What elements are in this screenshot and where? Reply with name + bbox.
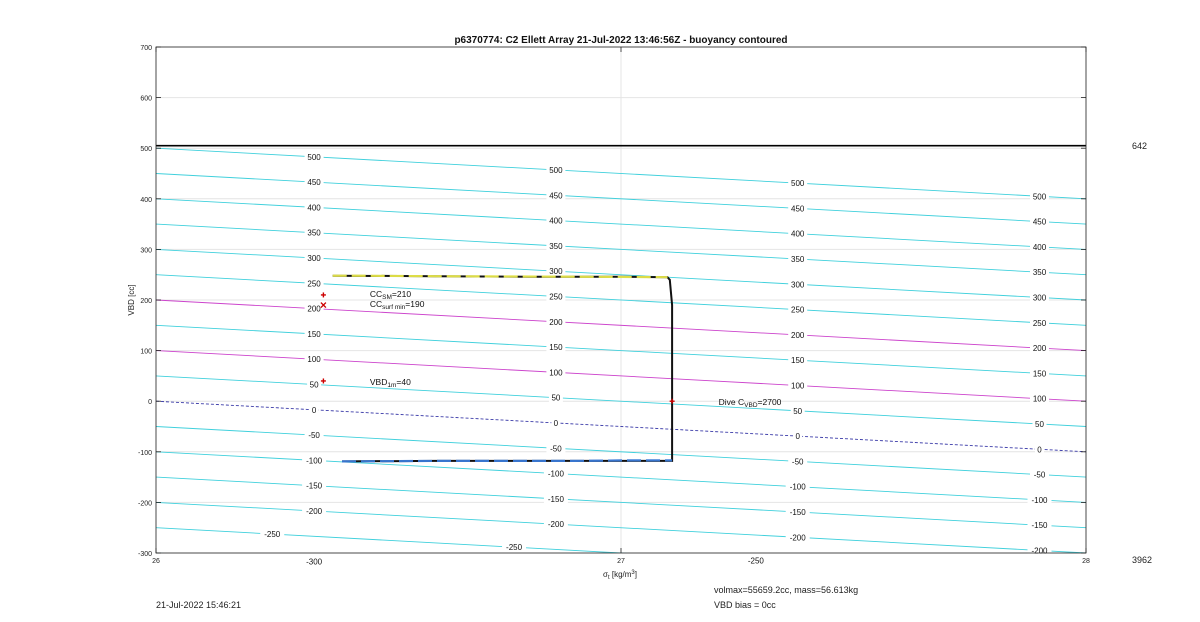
contour-label: -200 bbox=[547, 520, 564, 530]
contour-label: 400 bbox=[791, 229, 805, 239]
contour-label: 450 bbox=[1032, 217, 1047, 227]
marker-vbd1m bbox=[321, 378, 326, 383]
contour-label: 350 bbox=[791, 255, 805, 265]
y-tick-label: 300 bbox=[140, 247, 152, 255]
contour-label: -250 bbox=[264, 530, 281, 540]
contour-label: -200 bbox=[789, 533, 806, 543]
contour-label: -200 bbox=[306, 507, 323, 517]
contour-label: 150 bbox=[1032, 369, 1047, 379]
contour-label: -50 bbox=[791, 457, 804, 467]
x-tick-label: 26 bbox=[152, 558, 160, 565]
contour-label: -100 bbox=[547, 469, 564, 479]
contour-label: -100 bbox=[306, 456, 323, 466]
annotation-divec: Dive $C_{VBD}=2700$ bbox=[718, 397, 782, 410]
contour-label: 100 bbox=[549, 368, 563, 378]
contour-label: 300 bbox=[307, 254, 321, 264]
contour-label: 250 bbox=[1032, 318, 1047, 328]
marker-divec bbox=[670, 399, 675, 404]
contour-label: -50 bbox=[550, 444, 562, 454]
marker-layer bbox=[321, 292, 675, 403]
annotation-ccsm: $CC_{SM}=210$ bbox=[369, 288, 412, 301]
contour-label: -300 bbox=[306, 557, 323, 567]
contour-label: 400 bbox=[1032, 242, 1047, 252]
contour-label: 350 bbox=[307, 228, 321, 238]
y-tick-label: -200 bbox=[137, 500, 152, 508]
contour-label: 150 bbox=[307, 329, 321, 339]
contour-label: 350 bbox=[549, 241, 563, 251]
contour-label: -150 bbox=[547, 494, 564, 504]
annotation-vbd1m: $VBD_{1m}=40$ bbox=[369, 376, 411, 389]
y-tick-label: 700 bbox=[140, 45, 152, 52]
y-tick-label: 0 bbox=[148, 399, 152, 407]
contour-label: -150 bbox=[789, 508, 806, 518]
contour-label: 200 bbox=[791, 330, 805, 340]
marker-ccsm bbox=[321, 292, 326, 297]
chart-title: p6370774: C2 Ellett Array 21-Jul-2022 13:46:56Z - buoyancy contoured bbox=[454, 35, 788, 46]
contour-label: -100 bbox=[789, 482, 806, 492]
contour-label: 150 bbox=[791, 356, 805, 366]
contour-label: 0 bbox=[553, 418, 559, 428]
right-label-bottom: 3962 bbox=[1132, 555, 1153, 565]
contour-label: 0 bbox=[1037, 445, 1042, 455]
y-tick-label: 500 bbox=[140, 146, 152, 154]
x-tick-label: 28 bbox=[1082, 558, 1090, 565]
y-tick-label: -300 bbox=[137, 551, 152, 558]
y-tick-label: -100 bbox=[137, 449, 152, 457]
contour-label: -250 bbox=[747, 556, 764, 566]
contour-label: 450 bbox=[307, 178, 321, 188]
y-tick-label: 100 bbox=[140, 348, 152, 356]
contour-label: 50 bbox=[309, 380, 319, 390]
contour-label: 300 bbox=[549, 267, 563, 277]
contour-label: 250 bbox=[549, 292, 563, 302]
contour-label: -150 bbox=[1031, 521, 1048, 531]
contour-label: 100 bbox=[1032, 394, 1047, 404]
contour-label: 400 bbox=[307, 203, 321, 213]
contour-label: 200 bbox=[307, 304, 321, 314]
contour-label: 450 bbox=[549, 191, 563, 201]
y-tick-label: 600 bbox=[140, 95, 152, 103]
contour-label: 500 bbox=[1032, 192, 1047, 202]
contour-label: 50 bbox=[1035, 419, 1044, 429]
contour-label: 450 bbox=[791, 204, 805, 214]
y-tick-label: 200 bbox=[140, 298, 152, 305]
contour-label: 250 bbox=[307, 279, 321, 289]
contour-label: 150 bbox=[549, 343, 563, 353]
contour-label: 500 bbox=[307, 152, 321, 162]
y-tick-label: 400 bbox=[140, 196, 152, 204]
contour-label: 300 bbox=[791, 280, 805, 290]
contour-label: -150 bbox=[306, 481, 323, 491]
contour-label: 350 bbox=[1032, 268, 1047, 278]
axes-layer bbox=[138, 45, 1090, 565]
contour-label: 0 bbox=[795, 432, 800, 442]
contour-label: 200 bbox=[549, 317, 563, 327]
contour-label: -100 bbox=[1031, 495, 1048, 505]
contour-label: 100 bbox=[791, 381, 805, 391]
contour-label: 300 bbox=[1032, 293, 1047, 303]
contour-label: 100 bbox=[307, 355, 321, 365]
annotation-ccsurf: $CC_{surf min}=190$ bbox=[369, 299, 425, 312]
footer-vbd-bias: VBD bias = 0cc bbox=[714, 600, 776, 610]
contour-label: 50 bbox=[551, 393, 561, 403]
contour-label: -50 bbox=[308, 431, 320, 441]
x-tick-label: 27 bbox=[617, 558, 625, 565]
contour-label: 400 bbox=[549, 216, 563, 226]
contour-label: 50 bbox=[793, 406, 803, 416]
contour-label: 500 bbox=[549, 165, 563, 175]
footer-timestamp: 21-Jul-2022 15:46:21 bbox=[156, 600, 242, 610]
contour-label: -200 bbox=[1031, 546, 1048, 556]
contour-label: -250 bbox=[506, 543, 523, 553]
y-axis-label: VBD [cc] bbox=[127, 284, 136, 316]
contour-label: 0 bbox=[311, 405, 317, 415]
contour-label: 500 bbox=[791, 179, 805, 189]
x-axis-label: $\sigma_t$ $[kg/m^3]$ bbox=[603, 570, 637, 581]
right-label-top: 642 bbox=[1132, 141, 1148, 151]
contour-label: 250 bbox=[791, 305, 805, 315]
footer-volmax: volmax=55659.2cc, mass=56.613kg bbox=[714, 585, 859, 595]
contour-label: 200 bbox=[1032, 344, 1047, 354]
contour-label: -50 bbox=[1033, 470, 1046, 480]
